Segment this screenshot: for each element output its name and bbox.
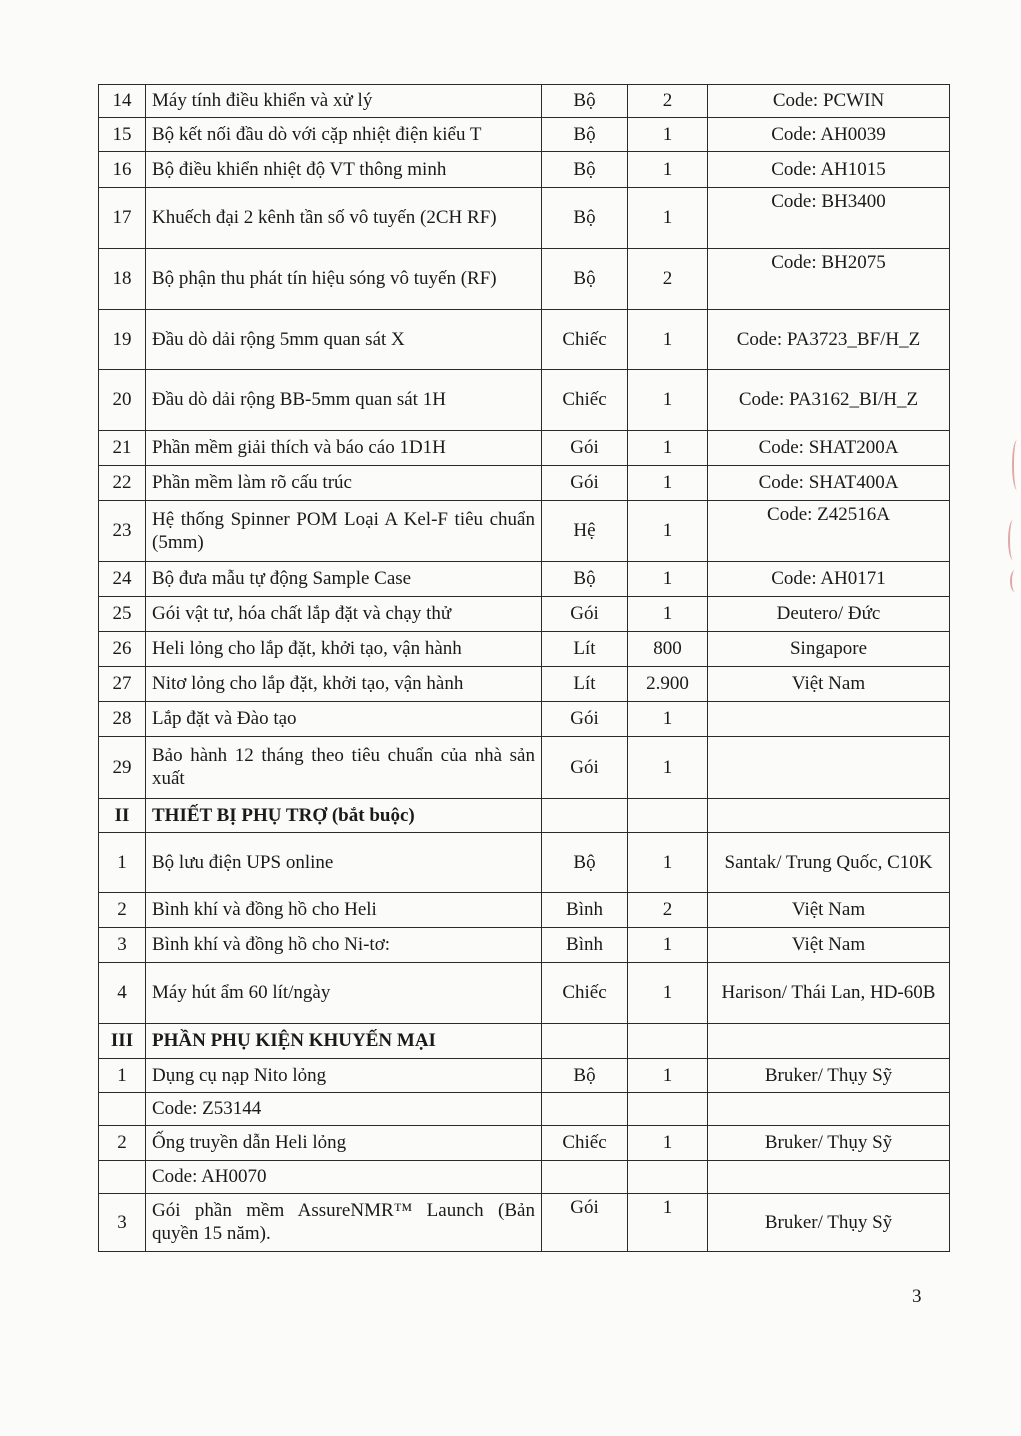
row-number: 18 bbox=[99, 249, 146, 310]
table-row bbox=[99, 1194, 950, 1252]
item-name: Phần mềm giải thích và báo cáo 1D1H bbox=[146, 431, 542, 466]
item-quantity: 800 bbox=[628, 632, 708, 667]
item-note: Code: PA3723_BF/H_Z bbox=[708, 310, 950, 370]
item-unit bbox=[542, 1024, 628, 1059]
item-note bbox=[708, 1161, 950, 1194]
row-number: 2 bbox=[99, 1126, 146, 1161]
item-quantity: 1 bbox=[628, 466, 708, 501]
item-quantity bbox=[628, 1161, 708, 1194]
item-quantity: 1 bbox=[628, 833, 708, 893]
item-unit: Gói bbox=[542, 702, 628, 737]
item-unit: Gói bbox=[542, 597, 628, 632]
item-note bbox=[708, 702, 950, 737]
item-note: Code: PA3162_BI/H_Z bbox=[708, 370, 950, 431]
item-quantity: 1 bbox=[628, 152, 708, 188]
table-row bbox=[99, 1126, 950, 1161]
row-number: 29 bbox=[99, 737, 146, 799]
item-note: Santak/ Trung Quốc, C10K bbox=[708, 833, 950, 893]
item-unit: Chiếc bbox=[542, 1126, 628, 1161]
table-row bbox=[99, 466, 950, 501]
table-row bbox=[99, 85, 950, 118]
item-code: Code: Z53144 bbox=[146, 1093, 542, 1126]
section-number: III bbox=[99, 1024, 146, 1059]
item-note: Harison/ Thái Lan, HD-60B bbox=[708, 963, 950, 1024]
table-row bbox=[99, 737, 950, 799]
row-number: 14 bbox=[99, 85, 146, 118]
row-number: 4 bbox=[99, 963, 146, 1024]
item-name: Gói phần mềm AssureNMR™ Launch (Bản quyền 15 năm). bbox=[146, 1194, 542, 1252]
item-note: Việt Nam bbox=[708, 667, 950, 702]
item-note: Code: SHAT200A bbox=[708, 431, 950, 466]
item-name: Gói vật tư, hóa chất lắp đặt và chạy thử bbox=[146, 597, 542, 632]
item-name: Lắp đặt và Đào tạo bbox=[146, 702, 542, 737]
item-note: Bruker/ Thụy Sỹ bbox=[708, 1126, 950, 1161]
item-quantity: 1 bbox=[628, 310, 708, 370]
item-unit: Gói bbox=[542, 1194, 628, 1252]
item-name: Bộ đưa mẫu tự động Sample Case bbox=[146, 562, 542, 597]
item-note: Deutero/ Đức bbox=[708, 597, 950, 632]
item-unit: Bộ bbox=[542, 188, 628, 249]
row-number: 17 bbox=[99, 188, 146, 249]
table-row bbox=[99, 370, 950, 431]
item-note: Code: AH1015 bbox=[708, 152, 950, 188]
item-unit: Gói bbox=[542, 737, 628, 799]
row-number bbox=[99, 1093, 146, 1126]
table-row bbox=[99, 562, 950, 597]
section-title: THIẾT BỊ PHỤ TRỢ (bắt buộc) bbox=[146, 799, 542, 833]
row-number: 3 bbox=[99, 1194, 146, 1252]
section-number: II bbox=[99, 799, 146, 833]
item-name: Heli lỏng cho lắp đặt, khởi tạo, vận hành bbox=[146, 632, 542, 667]
item-note: Code: Z42516A bbox=[708, 501, 950, 562]
item-quantity: 1 bbox=[628, 1194, 708, 1252]
item-quantity: 1 bbox=[628, 963, 708, 1024]
item-name: Đầu dò dải rộng 5mm quan sát X bbox=[146, 310, 542, 370]
item-name: Phần mềm làm rõ cấu trúc bbox=[146, 466, 542, 501]
item-name: Bộ điều khiển nhiệt độ VT thông minh bbox=[146, 152, 542, 188]
item-unit bbox=[542, 1093, 628, 1126]
item-note: Bruker/ Thụy Sỹ bbox=[708, 1059, 950, 1093]
item-name: Bộ kết nối đầu dò với cặp nhiệt điện kiểu T bbox=[146, 118, 542, 152]
row-number: 16 bbox=[99, 152, 146, 188]
item-name: Bộ lưu điện UPS online bbox=[146, 833, 542, 893]
row-number: 24 bbox=[99, 562, 146, 597]
table-row bbox=[99, 963, 950, 1024]
row-number: 1 bbox=[99, 833, 146, 893]
item-name: Máy tính điều khiển và xử lý bbox=[146, 85, 542, 118]
item-quantity bbox=[628, 1093, 708, 1126]
item-quantity: 1 bbox=[628, 501, 708, 562]
row-number: 23 bbox=[99, 501, 146, 562]
item-note: Code: BH2075 bbox=[708, 249, 950, 310]
item-quantity bbox=[628, 1024, 708, 1059]
row-number: 26 bbox=[99, 632, 146, 667]
row-number bbox=[99, 1161, 146, 1194]
item-note: Việt Nam bbox=[708, 893, 950, 928]
item-quantity: 1 bbox=[628, 1059, 708, 1093]
row-number: 2 bbox=[99, 893, 146, 928]
item-unit: Lít bbox=[542, 632, 628, 667]
item-quantity: 1 bbox=[628, 188, 708, 249]
item-name: Bình khí và đồng hồ cho Heli bbox=[146, 893, 542, 928]
item-name: Bình khí và đồng hồ cho Ni-tơ: bbox=[146, 928, 542, 963]
item-quantity: 1 bbox=[628, 370, 708, 431]
item-quantity bbox=[628, 799, 708, 833]
item-unit bbox=[542, 799, 628, 833]
item-unit: Bộ bbox=[542, 85, 628, 118]
item-name: Đầu dò dải rộng BB-5mm quan sát 1H bbox=[146, 370, 542, 431]
row-number: 20 bbox=[99, 370, 146, 431]
item-note bbox=[708, 737, 950, 799]
table-row bbox=[99, 118, 950, 152]
table-row bbox=[99, 431, 950, 466]
item-quantity: 2 bbox=[628, 85, 708, 118]
table-row bbox=[99, 893, 950, 928]
item-note bbox=[708, 1024, 950, 1059]
item-note: Bruker/ Thụy Sỹ bbox=[708, 1194, 950, 1252]
row-number: 25 bbox=[99, 597, 146, 632]
item-quantity: 2 bbox=[628, 249, 708, 310]
item-quantity: 2 bbox=[628, 893, 708, 928]
table-row bbox=[99, 702, 950, 737]
item-quantity: 1 bbox=[628, 597, 708, 632]
item-quantity: 1 bbox=[628, 928, 708, 963]
table-row bbox=[99, 1059, 950, 1093]
item-note: Singapore bbox=[708, 632, 950, 667]
equipment-table bbox=[98, 84, 950, 1252]
table-row bbox=[99, 1093, 950, 1126]
item-name: Máy hút ẩm 60 lít/ngày bbox=[146, 963, 542, 1024]
row-number: 27 bbox=[99, 667, 146, 702]
item-unit: Bộ bbox=[542, 833, 628, 893]
item-unit: Chiếc bbox=[542, 370, 628, 431]
row-number: 19 bbox=[99, 310, 146, 370]
item-quantity: 1 bbox=[628, 431, 708, 466]
section-heading-row bbox=[99, 1024, 950, 1059]
table-row bbox=[99, 928, 950, 963]
item-unit: Bộ bbox=[542, 562, 628, 597]
item-unit: Bộ bbox=[542, 1059, 628, 1093]
item-note bbox=[708, 1093, 950, 1126]
row-number: 28 bbox=[99, 702, 146, 737]
item-unit: Bình bbox=[542, 928, 628, 963]
item-unit: Gói bbox=[542, 466, 628, 501]
item-unit: Bộ bbox=[542, 249, 628, 310]
table-row bbox=[99, 597, 950, 632]
table-row bbox=[99, 1161, 950, 1194]
item-note: Code: SHAT400A bbox=[708, 466, 950, 501]
item-quantity: 2.900 bbox=[628, 667, 708, 702]
item-name: Khuếch đại 2 kênh tần số vô tuyến (2CH RF) bbox=[146, 188, 542, 249]
section-heading-row bbox=[99, 799, 950, 833]
item-unit: Chiếc bbox=[542, 310, 628, 370]
item-note bbox=[708, 799, 950, 833]
item-name: Hệ thống Spinner POM Loại A Kel-F tiêu chuẩn (5mm) bbox=[146, 501, 542, 562]
item-name: Dụng cụ nạp Nito lỏng bbox=[146, 1059, 542, 1093]
item-note: Code: PCWIN bbox=[708, 85, 950, 118]
table-row bbox=[99, 152, 950, 188]
item-note: Code: AH0171 bbox=[708, 562, 950, 597]
table-row bbox=[99, 632, 950, 667]
table-row bbox=[99, 501, 950, 562]
item-unit: Chiếc bbox=[542, 963, 628, 1024]
row-number: 21 bbox=[99, 431, 146, 466]
item-name: Bảo hành 12 tháng theo tiêu chuẩn của nhà sản xuất bbox=[146, 737, 542, 799]
item-quantity: 1 bbox=[628, 562, 708, 597]
row-number: 22 bbox=[99, 466, 146, 501]
item-unit: Hệ bbox=[542, 501, 628, 562]
row-number: 1 bbox=[99, 1059, 146, 1093]
section-title: PHẦN PHỤ KIỆN KHUYẾN MẠI bbox=[146, 1024, 542, 1059]
page-number: 3 bbox=[912, 1286, 922, 1307]
item-quantity: 1 bbox=[628, 702, 708, 737]
item-quantity: 1 bbox=[628, 737, 708, 799]
item-note: Việt Nam bbox=[708, 928, 950, 963]
item-name: Bộ phận thu phát tín hiệu sóng vô tuyến (RF) bbox=[146, 249, 542, 310]
item-unit: Bộ bbox=[542, 118, 628, 152]
row-number: 3 bbox=[99, 928, 146, 963]
table-row bbox=[99, 310, 950, 370]
table-row bbox=[99, 249, 950, 310]
item-name: Nitơ lỏng cho lắp đặt, khởi tạo, vận hành bbox=[146, 667, 542, 702]
item-unit: Gói bbox=[542, 431, 628, 466]
table-row bbox=[99, 188, 950, 249]
item-name: Ống truyền dẫn Heli lỏng bbox=[146, 1126, 542, 1161]
item-unit: Bộ bbox=[542, 152, 628, 188]
table-row bbox=[99, 667, 950, 702]
item-note: Code: AH0039 bbox=[708, 118, 950, 152]
item-unit bbox=[542, 1161, 628, 1194]
item-quantity: 1 bbox=[628, 1126, 708, 1161]
item-quantity: 1 bbox=[628, 118, 708, 152]
row-number: 15 bbox=[99, 118, 146, 152]
table-row bbox=[99, 833, 950, 893]
item-code: Code: AH0070 bbox=[146, 1161, 542, 1194]
item-unit: Lít bbox=[542, 667, 628, 702]
item-note: Code: BH3400 bbox=[708, 188, 950, 249]
item-unit: Bình bbox=[542, 893, 628, 928]
